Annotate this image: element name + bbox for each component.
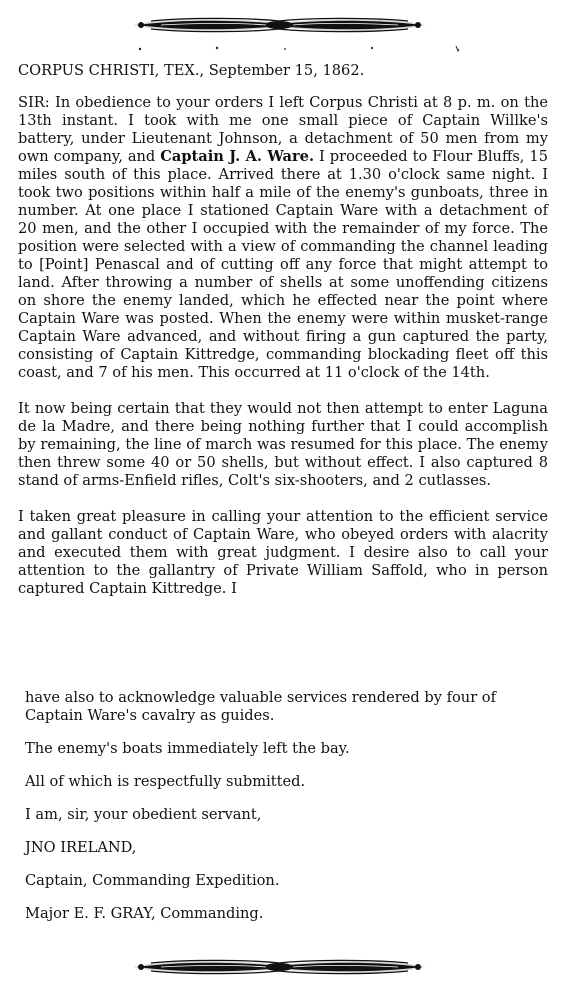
signature-title: Captain, Commanding Expedition. [25,872,280,889]
scan-specks [0,44,563,54]
addressee: Major E. F. GRAY, Commanding. [25,905,264,922]
bottom-scroll-ornament-icon [131,956,428,978]
paragraph-report [18,94,548,382]
top-scroll-ornament-icon [131,14,428,36]
paragraph-commendation: I taken great pleasure in calling your attention to the efficient service and gallant conduct of Captain Ware, who obeyed orders with alacrity and executed them with great judgment. I desire also to call your attention to the gallantry of Private William Saffold, who in person captured Captain Kittredge. I [18,508,548,597]
paragraph-report-main: I proceeded to Flour Bluffs, 15 miles south of this place. Arrived there at 1.30 o'clock same night. I took two positions within half a mile of the enemy's gunboats, three in number. At one place I stationed Captain Ware with a detachment of 20 men, and the other I occupied with the remainder of my force. The position were selected with a view of commanding the channel leading to [Point] Penascal and of cutting off any force that might attempt to land. After throwing a number of shells at some unoffending citizens on shore the enemy landed, which he effected near the point where Captain Ware was posted. When the enemy were within musket-range Captain Ware advanced, and without firing a gun captured the party, consisting of Captain Kittredge, commanding blockading fleet off this coast, and 7 of his men. This occurred at 11 o'clock of the 14th. [18,148,548,381]
paragraph-submitted: All of which is respectfully submitted. [25,773,306,790]
paragraph-guides: have also to acknowledge valuable services rendered by four of Captain Ware's cavalry as guides. [25,689,496,724]
letter-closing [25,689,545,938]
paragraph-report-intro: SIR: In obedience to your orders I left Corpus Christi at 8 p. m. on the 13th instant. I took with me one small piece of Captain Willke's battery, under Lieutenant Johnson, a detachment of 50 men from my own company, and [18,94,548,165]
signature-name: JNO IRELAND, [25,839,137,856]
letter-body [18,62,548,616]
paragraph-boats: The enemy's boats immediately left the bay. [25,740,350,757]
paragraph-march: It now being certain that they would not then attempt to enter Laguna de la Madre, and there being nothing further that I could accomplish by remaining, the line of march was resumed for this place. The enemy then threw some 40 or 50 shells, but without effect. I also captured 8 stand of arms-Enfield rifles, Colt's six-shooters, and 2 cutlasses. [18,400,548,489]
dateline: CORPUS CHRISTI, TEX., September 15, 1862. [18,62,365,79]
complimentary-close: I am, sir, your obedient servant, [25,806,262,823]
captain-name-bold: Captain J. A. Ware. [160,148,315,165]
